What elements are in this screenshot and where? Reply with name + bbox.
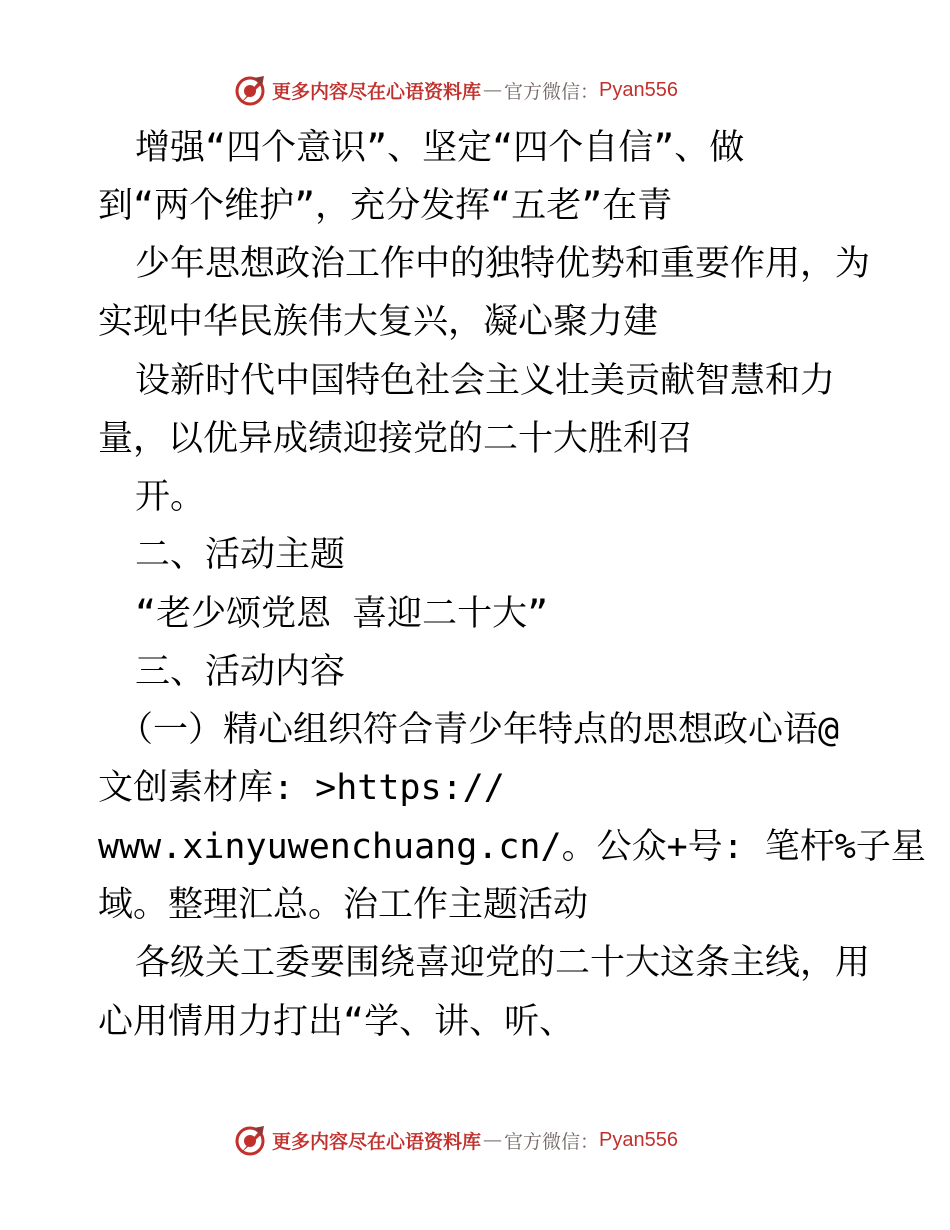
- text-line: 设新时代中国特色社会主义壮美贡献智慧和力: [135, 361, 836, 401]
- subsection-heading: （一）精心组织符合青少年特点的思想政心语@: [118, 710, 840, 750]
- theme-text: “老少颂党恩 喜迎二十大”: [135, 594, 549, 634]
- text-line: 实现中华民族伟大复兴，凝心聚力建: [98, 302, 659, 342]
- text-line: 开。: [135, 477, 206, 517]
- text-line: www.xinyuwenchuang.cn/。公众+号: 笔杆%子星: [98, 827, 926, 867]
- section-heading: 三、活动内容: [135, 652, 346, 692]
- text-line: 增强“四个意识”、坚定“四个自信”、做: [135, 128, 745, 168]
- section-heading: 二、活动主题: [135, 535, 346, 575]
- text-line: 量，以优异成绩迎接党的二十大胜利召: [98, 419, 694, 459]
- banner-wechat-id: Pyan556: [599, 78, 678, 101]
- text-line: 少年思想政治工作中的独特优势和重要作用，为: [135, 244, 871, 284]
- header-banner: [234, 72, 678, 108]
- footer-banner: [234, 1122, 678, 1158]
- text-line: 各级关工委要围绕喜迎党的二十大这条主线，用: [135, 943, 871, 983]
- quill-logo-icon: [234, 74, 266, 106]
- banner-wechat-label: 官方微信：: [504, 1130, 600, 1153]
- text-line: 域。整理汇总。治工作主题活动: [98, 885, 589, 925]
- text-line: 到“两个维护”，充分发挥“五老”在青: [98, 186, 673, 226]
- banner-dash: —: [483, 1129, 503, 1151]
- banner-dash: —: [483, 79, 503, 101]
- banner-site-text: 更多内容尽在心语资料库: [272, 80, 482, 103]
- banner-wechat-id: Pyan556: [599, 1128, 678, 1151]
- quill-logo-icon: [234, 1124, 266, 1156]
- text-line: 文创素材库: >https://: [98, 768, 505, 808]
- text-line: 心用情用力打出“学、讲、听、: [98, 1002, 575, 1042]
- banner-site-text: 更多内容尽在心语资料库: [272, 1130, 482, 1153]
- banner-wechat-label: 官方微信：: [504, 80, 600, 103]
